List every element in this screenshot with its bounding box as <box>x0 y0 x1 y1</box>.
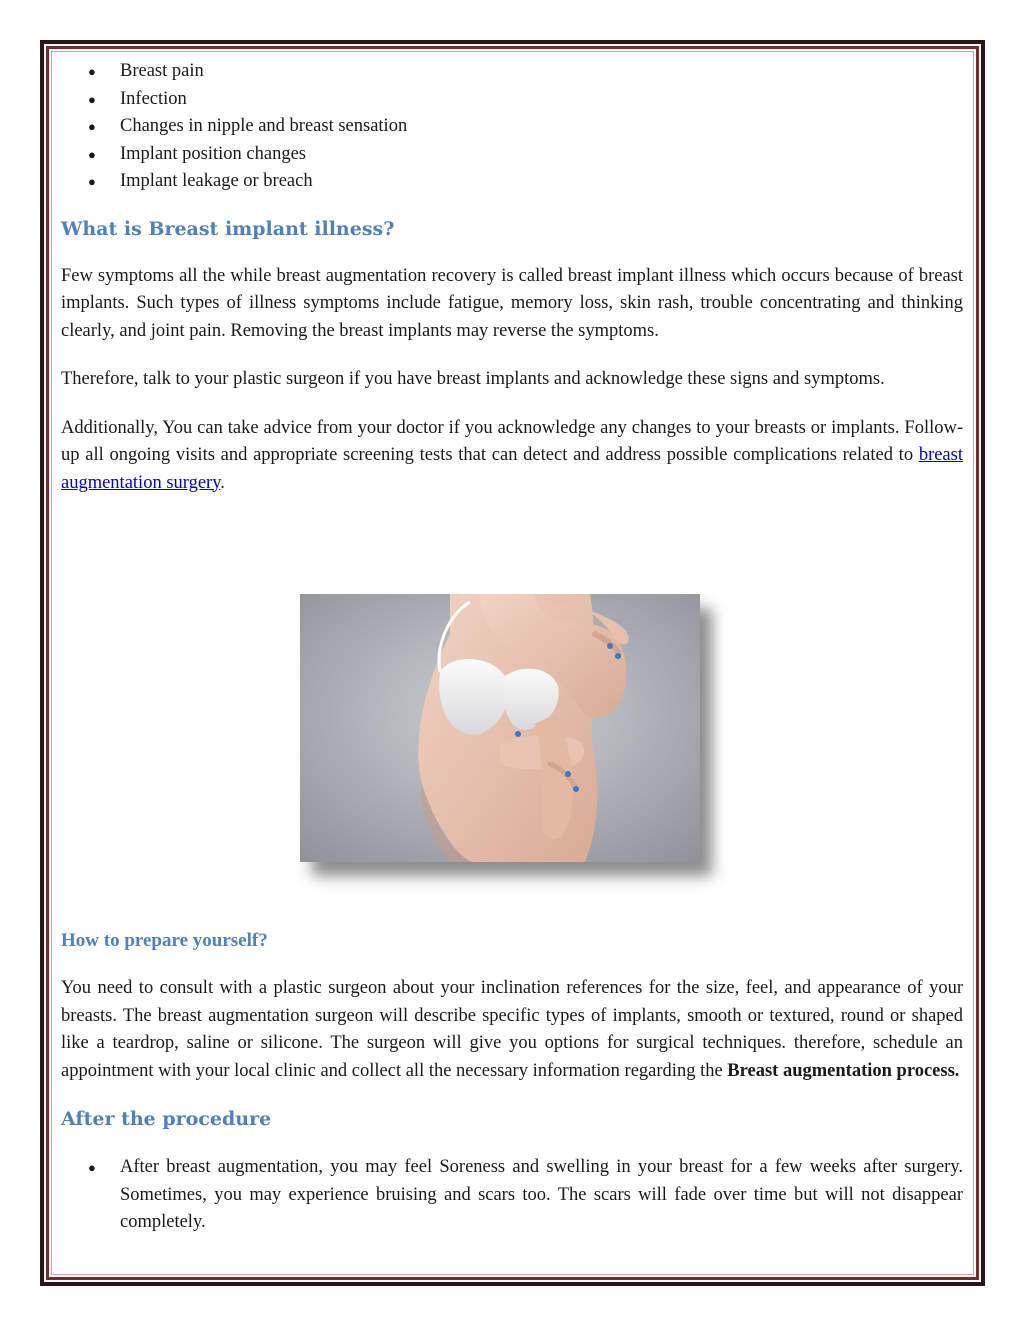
list-item: ● Infection <box>61 86 963 114</box>
paragraph-consult-surgeon: You need to consult with a plastic surgeon about your inclination references for the size, feel, and appearance of your breasts. The breast augmentation surgeon will describe specific types of implants, smooth or textured, round or shaped like a teardrop, saline or silicone. The surgeon will give you options for surgical techniques. therefore, schedule an appointment with your local clinic and collect all the necessary information regarding the Breast augmentation process. <box>61 978 963 1081</box>
heading-how-to-prepare: How to prepare yourself? <box>61 930 268 951</box>
bullet-icon: ● <box>88 146 96 162</box>
paragraph-advice-doctor: Additionally, You can take advice from your doctor if you acknowledge any changes to your breasts or implants. Follow-up all ongoing visits and appropriate screening tests that can detect and address possible complications related to breast augmentation surgery. <box>61 417 963 493</box>
complications-list <box>61 58 963 196</box>
list-item: ● After breast augmentation, you may feel Soreness and swelling in your breast for a few weeks after surgery. Sometimes, you may experience bruising and scars too. The scars will fade over time but will not disappear completely. <box>61 1154 963 1237</box>
breast-augmentation-surgery-link[interactable]: breast augmentation surgery <box>61 445 963 493</box>
woman-in-bra-photo <box>300 594 700 862</box>
bullet-icon: ● <box>88 64 96 79</box>
bullet-icon: ● <box>88 1160 96 1175</box>
document-content-lower <box>61 927 963 1237</box>
document-content <box>61 58 963 497</box>
bullet-icon: ● <box>88 91 96 107</box>
heading-breast-implant-illness: What is Breast implant illness? <box>61 217 395 240</box>
bullet-icon: ● <box>88 119 96 134</box>
heading-after-procedure: After the procedure <box>61 1108 272 1130</box>
after-procedure-list <box>61 1154 963 1237</box>
list-item: ● Implant position changes <box>61 141 963 169</box>
list-item: ● Breast pain <box>61 58 963 86</box>
paragraph-illness-description: Few symptoms all the while breast augmentation recovery is called breast implant illness which occurs because of breast implants. Such types of illness symptoms include fatigue, memory loss, skin rash, trouble concentrating and thinking clearly, and joint pain. Removing the breast implants may reverse the symptoms. <box>61 265 963 341</box>
bold-process-text: Breast augmentation process. <box>727 1060 960 1081</box>
list-item: ● Changes in nipple and breast sensation <box>61 113 963 141</box>
list-item: ● Implant leakage or breach <box>61 168 963 196</box>
paragraph-talk-to-surgeon: Therefore, talk to your plastic surgeon if you have breast implants and acknowledge these signs and symptoms. <box>61 369 885 389</box>
bullet-icon: ● <box>88 174 96 189</box>
